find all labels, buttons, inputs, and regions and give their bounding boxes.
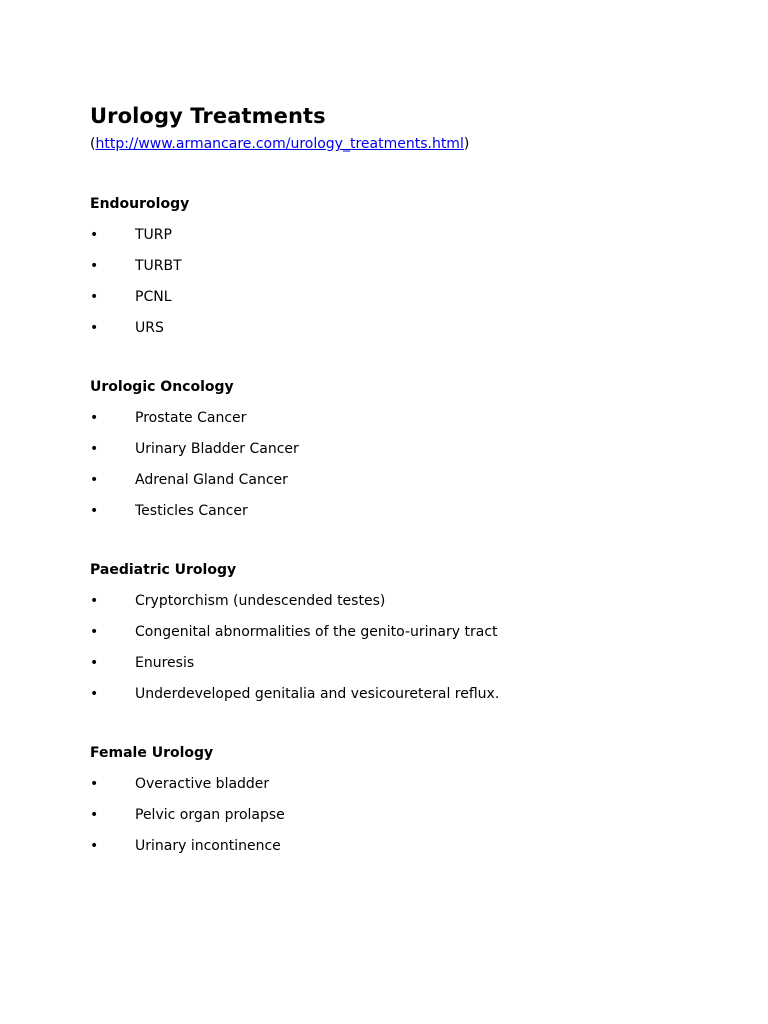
list-item-label: Pelvic organ prolapse <box>135 807 285 823</box>
list-item-label: Enuresis <box>135 655 195 671</box>
bullet-icon: • <box>90 320 99 336</box>
list-item <box>90 409 730 427</box>
bullet-icon: • <box>90 838 99 854</box>
bullet-icon: • <box>90 472 99 488</box>
list-item <box>90 837 730 855</box>
list-item-label: Urinary incontinence <box>135 838 281 854</box>
list-item-label: Urinary Bladder Cancer <box>135 441 299 457</box>
source-close-paren: ) <box>463 136 470 152</box>
list-item <box>90 226 730 244</box>
section-urologic-oncology <box>90 378 730 520</box>
list-item-label: Congenital abnormalities of the genito-urinary tract <box>135 624 498 640</box>
list-item <box>90 685 730 703</box>
page-title: Urology Treatments <box>90 104 326 128</box>
list-item-label: PCNL <box>135 289 172 305</box>
section-heading: Female Urology <box>90 745 214 761</box>
list-item-label: Cryptorchism (undescended testes) <box>135 593 386 609</box>
section-endourology <box>90 195 730 337</box>
bullet-icon: • <box>90 776 99 792</box>
source-line <box>90 135 730 153</box>
list-item <box>90 592 730 610</box>
list-item-label: Adrenal Gland Cancer <box>135 472 288 488</box>
list-item <box>90 288 730 306</box>
list-item <box>90 806 730 824</box>
bullet-icon: • <box>90 593 99 609</box>
bullet-icon: • <box>90 686 99 702</box>
bullet-icon: • <box>90 410 99 426</box>
list-item-label: Testicles Cancer <box>135 503 248 519</box>
bullet-icon: • <box>90 258 99 274</box>
list-item <box>90 319 730 337</box>
bullet-icon: • <box>90 289 99 305</box>
list-item <box>90 440 730 458</box>
bullet-icon: • <box>90 227 99 243</box>
list-item <box>90 257 730 275</box>
list-item <box>90 775 730 793</box>
list-item <box>90 654 730 672</box>
section-heading: Urologic Oncology <box>90 379 234 395</box>
bullet-icon: • <box>90 624 99 640</box>
bullet-icon: • <box>90 655 99 671</box>
item-list <box>90 409 730 520</box>
item-list <box>90 775 730 855</box>
section-female-urology <box>90 744 730 855</box>
source-link[interactable]: http://www.armancare.com/urology_treatments.html <box>95 136 464 152</box>
list-item-label: URS <box>135 320 164 336</box>
section-heading: Endourology <box>90 196 190 212</box>
item-list <box>90 226 730 337</box>
list-item-label: TURBT <box>135 258 182 274</box>
document-page <box>90 102 730 855</box>
list-item <box>90 502 730 520</box>
source-open-paren: ( <box>90 136 96 152</box>
bullet-icon: • <box>90 441 99 457</box>
bullet-icon: • <box>90 503 99 519</box>
bullet-icon: • <box>90 807 99 823</box>
list-item-label: TURP <box>135 227 172 243</box>
list-item <box>90 471 730 489</box>
list-item-label: Underdeveloped genitalia and vesicoureteral reflux. <box>135 686 500 702</box>
section-heading: Paediatric Urology <box>90 562 237 578</box>
list-item-label: Prostate Cancer <box>135 410 247 426</box>
item-list <box>90 592 730 703</box>
list-item-label: Overactive bladder <box>135 776 270 792</box>
section-paediatric-urology <box>90 561 730 703</box>
list-item <box>90 623 730 641</box>
